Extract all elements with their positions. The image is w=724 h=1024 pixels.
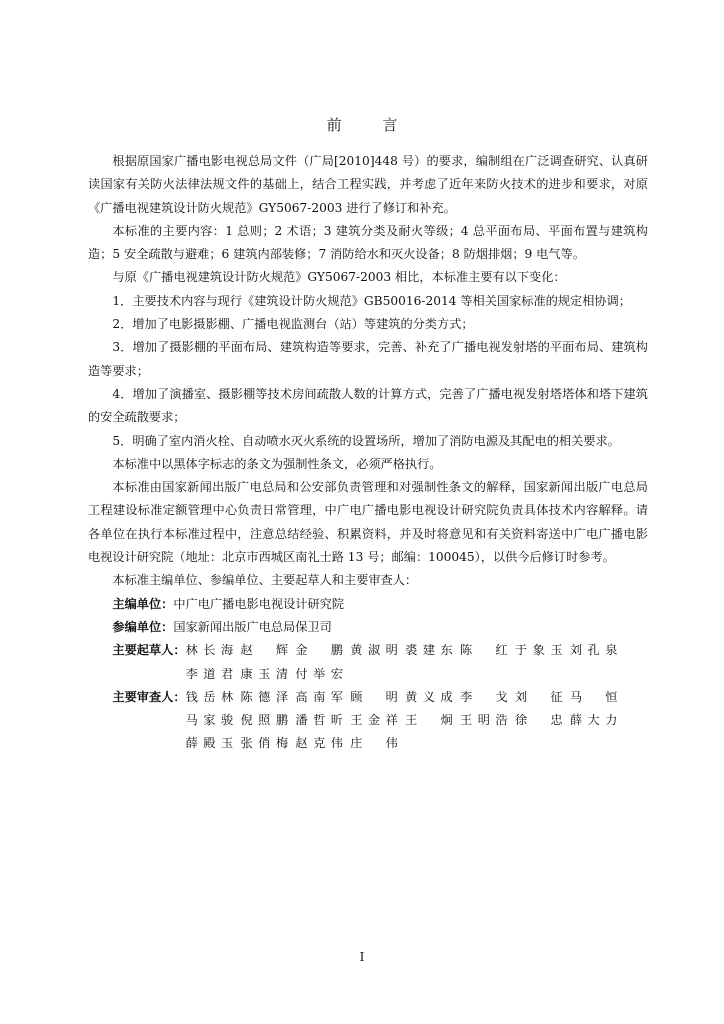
paragraph: 本标准主编单位、参编单位、主要起草人和主要审查人：: [112, 573, 418, 588]
person-name: 赵 辉: [240, 643, 289, 658]
paragraph: 2．增加了电影摄影棚、广播电视监测台（站）等建筑的分类方式；: [112, 317, 474, 332]
participant-unit-label: 参编单位：: [112, 619, 174, 634]
paragraph: 3．增加了摄影棚的平面布局、建筑构造等要求，完善、补充了广播电视发射塔的平面布局、建筑构造等要求；: [88, 340, 648, 378]
person-name: 马家骏: [185, 713, 234, 728]
participant-unit: [88, 616, 648, 639]
paragraph: 与原《广播电视建筑设计防火规范》GY5067-2003 相比，本标准主要有以下变化：: [112, 270, 566, 285]
person-name: 高南军: [295, 689, 343, 704]
person-name: 王 炯: [405, 713, 453, 728]
paragraph: 1．主要技术内容与现行《建筑设计防火规范》GB50016-2014 等相关国家标准的规定相协调；: [112, 293, 631, 308]
page-number: I: [359, 950, 365, 964]
chief-unit-value: 中广电广播电影电视设计研究院: [173, 596, 345, 611]
person-name: 顾 明: [350, 689, 398, 704]
paragraph: 本标准由国家新闻出版广电总局和公安部负责管理和对强制性条文的解释，国家新闻出版广电总局工程建设标准定额管理中心负责日常管理，中广电广播电影电视设计研究院负责具体技术内容解释。请各单位在执行本标准过程中，注意总结经验、积累资料，并及时将意见和有关资料寄送中广电广播电影电视设计研究院（地址：北京市西城区南礼士路 13 号；邮编：100045），以供今后修订时参考。: [88, 480, 648, 565]
person-name: 薛殿玉: [185, 736, 234, 751]
paragraph: 本标准中以黑体字标志的条文为强制性条文，必须严格执行。: [112, 456, 442, 471]
person-name: 庄 伟: [350, 736, 398, 751]
page-title: 前 言: [326, 116, 416, 134]
person-name: 康玉清: [240, 666, 289, 681]
person-name: 黄义成: [405, 689, 453, 704]
person-name: 徐 忠: [514, 713, 563, 728]
person-name: 黄淑明: [350, 643, 398, 658]
person-name: 林长海: [185, 643, 234, 658]
person-name: 王明浩: [460, 713, 508, 728]
reviewers-label: 主要审查人：: [112, 689, 186, 704]
person-name: 刘 征: [514, 689, 563, 704]
drafters: [88, 639, 648, 686]
person-name: 马 恒: [569, 689, 618, 704]
drafters-label: 主要起草人：: [112, 643, 186, 658]
person-name: 潘哲昕: [295, 713, 343, 728]
person-name: 王金祥: [350, 713, 398, 728]
chief-unit: [88, 593, 648, 616]
paragraph: 5．明确了室内消火栓、自动喷水灭火系统的设置场所，增加了消防电源及其配电的相关要求。: [112, 433, 620, 448]
paragraph: 根据原国家广播电影电视总局文件（广局[2010]448 号）的要求，编制组在广泛调查研究、认真研读国家有关防火法律法规文件的基础上，结合工程实践，并考虑了近年来防火技术的进步和要求，对原《广播电视建筑设计防火规范》GY5067-2003 进行了修订和补充。: [88, 154, 648, 215]
person-name: 裘建东: [405, 643, 453, 658]
person-name: 赵克伟: [295, 736, 343, 751]
body-text: [88, 150, 648, 756]
person-name: 付举宏: [295, 666, 343, 681]
person-name: 李 戈: [460, 689, 508, 704]
paragraph: 4．增加了演播室、摄影棚等技术房间疏散人数的计算方式，完善了广播电视发射塔塔体和塔下建筑的安全疏散要求；: [88, 386, 648, 425]
person-name: 刘孔泉: [569, 643, 618, 658]
person-name: 于象玉: [514, 643, 563, 658]
person-name: 陈 红: [460, 643, 508, 658]
chief-unit-label: 主编单位：: [112, 596, 174, 611]
person-name: 薛大力: [569, 713, 618, 728]
reviewers: [88, 686, 648, 756]
person-name: 张俏梅: [240, 736, 289, 751]
person-name: 倪照鹏: [240, 713, 289, 728]
drafter-names: [186, 639, 648, 686]
reviewer-names: [186, 686, 648, 756]
person-name: 钱岳林: [185, 689, 234, 704]
person-name: 陈德泽: [240, 689, 289, 704]
paragraph: 本标准的主要内容：1 总则；2 术语；3 建筑分类及耐火等级；4 总平面布局、平面布置与建筑构造；5 安全疏散与避难；6 建筑内部装修；7 消防给水和灭火设备；8 防烟排烟；9 电气等。: [88, 223, 648, 262]
person-name: 金 鹏: [295, 643, 343, 658]
person-name: 李道君: [185, 666, 234, 681]
participant-unit-value: 国家新闻出版广电总局保卫司: [173, 619, 332, 634]
